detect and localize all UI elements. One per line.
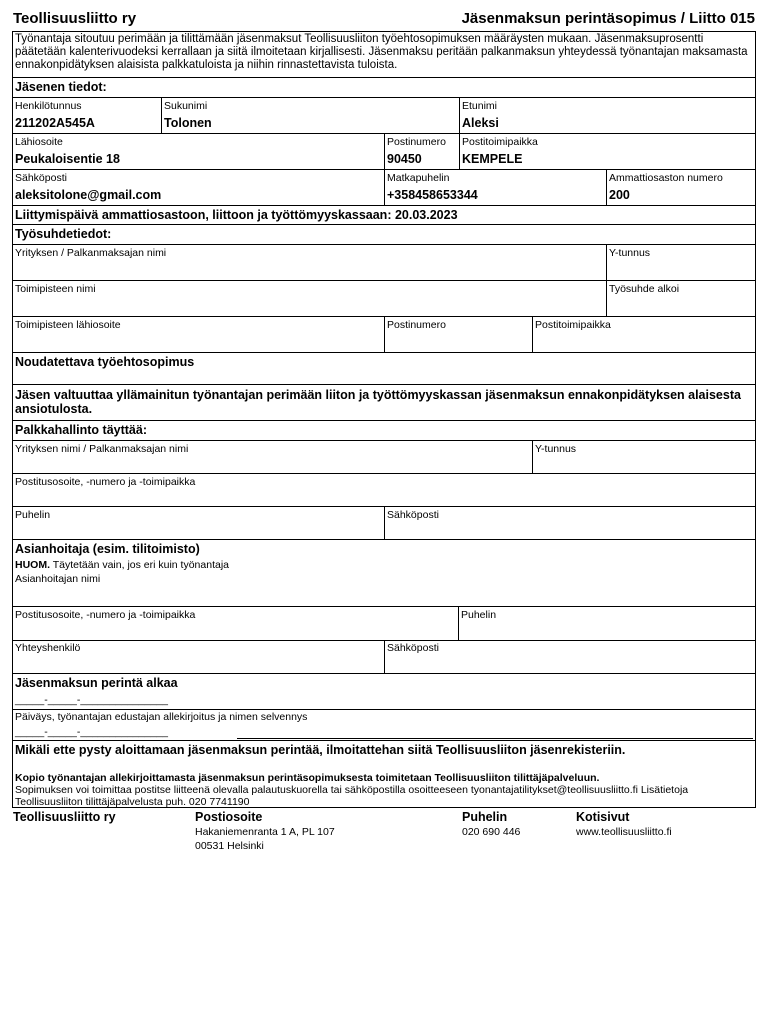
agent-yhteys-label: Yhteyshenkilö — [15, 642, 81, 654]
notice-copy: Kopio työnantajan allekirjoittamasta jäsenmaksun perintäsopimuksesta toimitetaan Teollisuusliiton tilittäjäpalveluun. — [15, 772, 600, 784]
intro-text: Työnantaja sitoutuu perimään ja tilittämään jäsenmaksut Teollisuusliiton työehtosopimuksen määräysten mukaan. Jäsenmaksuprosentti päätetään kalenterivuodeksi kerrallaan ja siitä ilmoitetaan kirjallisesti. Jäsenmaksu peritään palkanmaksun yhteydessä työnantajan maksamasta ennakonpidätyksen alaisista palkkatuloista ja niihin rinnastettavista tuloista. — [15, 33, 748, 71]
yritys-label: Yrityksen / Palkanmaksajan nimi — [15, 247, 167, 259]
agent-heading: Asianhoitaja (esim. tilitoimisto) — [15, 542, 200, 556]
footer-address1: Hakaniemenranta 1 A, PL 107 — [195, 826, 335, 838]
footer-org: Teollisuusliitto ry — [13, 810, 116, 824]
postitoimipaikka-label: Postitoimipaikka — [462, 136, 538, 148]
liittymispaiva: Liittymispäivä ammattiosastoon, liittoon ja työttömyyskassaan: 20.03.2023 — [15, 208, 458, 222]
matkapuhelin-label: Matkapuhelin — [387, 172, 450, 184]
employment-heading: Työsuhdetiedot: — [15, 227, 112, 241]
sukunimi-label: Sukunimi — [164, 100, 208, 112]
footer-kotisivut-label: Kotisivut — [576, 810, 630, 824]
agent-sahkoposti-label: Sähköposti — [387, 642, 439, 654]
membership-fee-form — [12, 31, 756, 808]
org-name: Teollisuusliitto ry — [13, 10, 137, 27]
agent-puhelin-label: Puhelin — [461, 609, 497, 621]
agent-nimi-label: Asianhoitajan nimi — [15, 573, 101, 585]
etunimi-label: Etunimi — [462, 100, 498, 112]
tp-postitoimipaikka-label: Postitoimipaikka — [535, 319, 611, 331]
member-heading: Jäsenen tiedot: — [15, 80, 107, 94]
henkilotunnus-label: Henkilötunnus — [15, 100, 82, 112]
payroll-puhelin-label: Puhelin — [15, 509, 51, 521]
ammattiosasto-field[interactable]: 200 — [609, 188, 630, 202]
tes-heading: Noudatettava työehtosopimus — [15, 355, 195, 369]
sahkoposti-label: Sähköposti — [15, 172, 67, 184]
sukunimi-field[interactable]: Tolonen — [164, 116, 212, 130]
footer-puhelin-label: Puhelin — [462, 810, 508, 824]
payroll-yritys-label: Yrityksen nimi / Palkanmaksajan nimi — [15, 443, 189, 455]
lahiosoite-label: Lähiosoite — [15, 136, 63, 148]
payroll-ytunnus-label: Y-tunnus — [535, 443, 577, 455]
form-title: Jäsenmaksun perintäsopimus / Liitto 015 — [461, 10, 755, 27]
postinumero-label: Postinumero — [387, 136, 446, 148]
matkapuhelin-field[interactable]: +358458653344 — [387, 188, 478, 202]
agent-note: HUOM. Täytetään vain, jos eri kuin työnantaja — [15, 559, 229, 571]
postitoimipaikka-field[interactable]: KEMPELE — [462, 152, 523, 166]
tp-osoite-label: Toimipisteen lähiosoite — [15, 319, 121, 331]
lahiosoite-field[interactable]: Peukaloisentie 18 — [15, 152, 120, 166]
valtuutus-text: Jäsen valtuuttaa yllämainitun työnantajan perimään liiton ja työttömyyskassan jäsenmaksun ennakonpidätyksen alaisesta ansiotulosta. — [15, 388, 741, 416]
tp-postinumero-label: Postinumero — [387, 319, 446, 331]
sahkoposti-field[interactable]: aleksitolone@gmail.com — [15, 188, 162, 202]
signature-line[interactable] — [237, 738, 753, 739]
sign-date-field[interactable]: _____-_____-_______________ — [15, 726, 168, 738]
notice-bold: Mikäli ette pysty aloittamaan jäsenmaksun perintää, ilmoitattehan siitä Teollisuusliiton jäsenrekisteriin. — [15, 743, 626, 757]
start-heading: Jäsenmaksun perintä alkaa — [15, 676, 178, 690]
etunimi-field[interactable]: Aleksi — [462, 116, 499, 130]
postinumero-field[interactable]: 90450 — [387, 152, 422, 166]
payroll-heading: Palkkahallinto täyttää: — [15, 423, 147, 437]
start-date-field[interactable]: _____-_____-_______________ — [15, 694, 168, 706]
tyosuhde-label: Työsuhde alkoi — [609, 283, 680, 295]
payroll-sahkoposti-label: Sähköposti — [387, 509, 439, 521]
henkilotunnus-field[interactable]: 211202A545A — [15, 116, 95, 130]
notice-info: Sopimuksen voi toimittaa postitse liitteenä olevalla palautuskuorella tai sähköpostilla osoitteeseen tyonantajatilitykset@teollisuusliitto.fi Lisätietoja Teollisuusliiton tilittäjäpalvelusta puh. 020 7741190 — [15, 784, 689, 808]
sign-label: Päiväys, työnantajan edustajan allekirjoitus ja nimen selvennys — [15, 711, 308, 723]
ytunnus-label: Y-tunnus — [609, 247, 651, 259]
footer-address2: 00531 Helsinki — [195, 840, 264, 852]
agent-postitus-label: Postitusosoite, -numero ja -toimipaikka — [15, 609, 196, 621]
toimipiste-label: Toimipisteen nimi — [15, 283, 96, 295]
footer-puhelin: 020 690 446 — [462, 826, 521, 838]
footer-kotisivut-link[interactable]: www.teollisuusliitto.fi — [576, 826, 672, 838]
ammattiosasto-label: Ammattiosaston numero — [609, 172, 723, 184]
footer-postiosoite-label: Postiosoite — [195, 810, 263, 824]
payroll-postitus-label: Postitusosoite, -numero ja -toimipaikka — [15, 476, 196, 488]
